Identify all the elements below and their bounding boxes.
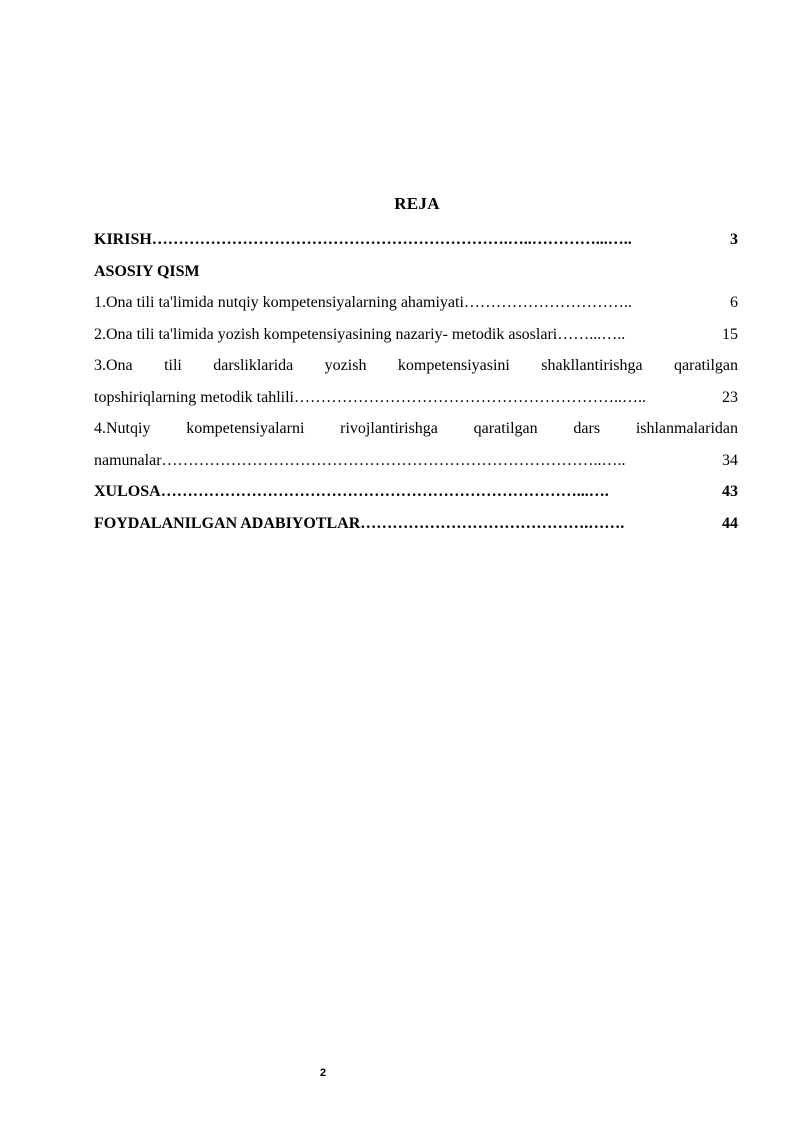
toc-entry-label: KIRISH bbox=[94, 231, 152, 248]
toc-entry-label: topshiriqlarning metodik tahlili bbox=[94, 388, 294, 406]
toc-entry-label: XULOSA bbox=[94, 483, 161, 500]
toc-page-number: 3 bbox=[730, 231, 738, 248]
toc-leader-dots: ……...….. bbox=[557, 325, 626, 343]
toc-page-number: 43 bbox=[722, 483, 738, 500]
toc-entry-4-line2 bbox=[94, 445, 738, 477]
toc-entry-4-line1: 4.Nutqiy kompetensiyalarni rivojlantirishga qaratilgan dars ishlanmalaridan bbox=[94, 420, 738, 437]
toc-entry-2 bbox=[94, 319, 738, 351]
toc-entry-1 bbox=[94, 287, 738, 319]
toc-page-number: 44 bbox=[722, 514, 738, 532]
toc-page-number: 23 bbox=[722, 388, 738, 406]
toc-section-heading: ASOSIY QISM bbox=[94, 262, 200, 280]
toc-entry-label: 1.Ona tili ta'limida nutqiy kompetensiyalarning ahamiyati bbox=[94, 294, 464, 311]
toc-entry-label: 2.Ona tili ta'limida yozish kompetensiyasining nazariy- metodik asoslari bbox=[94, 325, 558, 343]
toc-entry-xulosa bbox=[94, 476, 738, 508]
toc-leader-dots: …………………………………….……. bbox=[360, 514, 625, 532]
toc-entry-kirish bbox=[94, 224, 738, 256]
toc-entry-label: namunalar bbox=[94, 451, 162, 469]
page-number: 2 bbox=[319, 1067, 327, 1079]
toc-leader-dots: ………………………………………………………………………..….. bbox=[161, 451, 626, 469]
table-of-contents bbox=[94, 224, 738, 539]
toc-leader-dots: ………………………………………………………….…..…………...….. bbox=[151, 231, 632, 248]
toc-page-number: 6 bbox=[730, 294, 738, 311]
toc-leader-dots: ……………………………………………………..….. bbox=[293, 388, 646, 406]
page-title: REJA bbox=[394, 194, 440, 213]
toc-entry-3-line1: 3.Ona tili darsliklarida yozish kompetensiyasini shakllantirishga qaratilgan bbox=[94, 357, 738, 374]
toc-entry-foydalanilgan-adabiyotlar bbox=[94, 508, 738, 540]
toc-page-number: 15 bbox=[722, 325, 738, 343]
toc-leader-dots: ………………………….. bbox=[463, 294, 632, 311]
toc-entry-3-line2 bbox=[94, 382, 738, 414]
toc-entry-label: FOYDALANILGAN ADABIYOTLAR bbox=[94, 514, 361, 532]
toc-page-number: 34 bbox=[722, 451, 738, 469]
toc-leader-dots: ……………………………………………………………………...…. bbox=[160, 483, 609, 500]
